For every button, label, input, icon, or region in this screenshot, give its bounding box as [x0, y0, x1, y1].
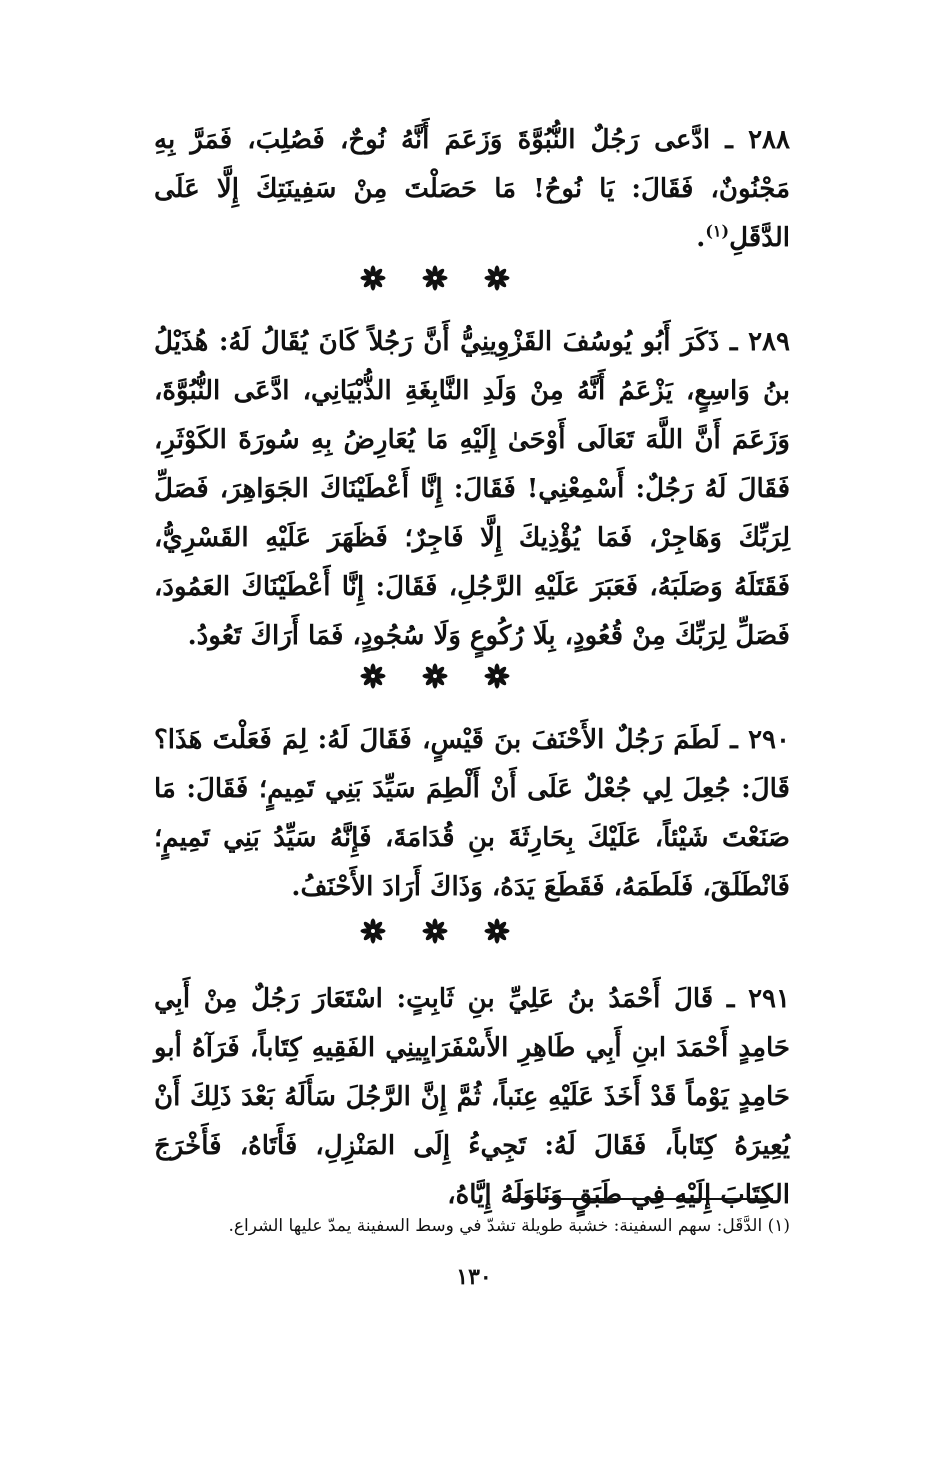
- entry-text: ذَكَرَ أَبُو يُوسُفَ القَزْوِينِيُّ أَنَّ رَجُلاً كَانَ يُقَالُ لَهُ: هُذَيْلُ بنُ وَاسِعٍ، يَزْعَمُ أَنَّهُ مِنْ وَلَدِ النَّابِغَةِ الذُّبْيَانِي، ادَّعَى النُّبُوَّةَ، وَزَعَمَ أَنَّ اللَّهَ تَعَالَى أَوْحَىٰ إِلَيْهِ مَا يُعَارِضُ بِهِ سُورَةَ الكَوْثَرِ، فَقَالَ لَهُ رَجُلٌ: أَسْمِعْنِي! فَقَالَ: إِنَّا أَعْطَيْنَاكَ الجَوَاهِرَ، فَصَلِّ لِرَبِّكَ وَهَاجِرْ، فَمَا يُؤْذِيكَ إِلَّا فَاجِرٌ؛ فَظَهَرَ عَلَيْهِ القَسْرِيُّ، فَقَتَلَهُ وَصَلَبَهُ، فَعَبَرَ عَلَيْهِ الرَّجُلِ، فَقَالَ: إِنَّا أَعْطَيْنَاكَ العَمُودَ، فَصَلِّ لِرَبِّكَ مِنْ قُعُودٍ، بِلَا رُكُوعٍ وَلَا سُجُودٍ، فَمَا أَرَاكَ تَعُودُ.: [154, 327, 790, 651]
- entry-separator: ـ: [713, 984, 749, 1014]
- entry-text: قَالَ أَحْمَدُ بنُ عَلِيِّ بنِ ثَابِتٍ: اسْتَعَارَ رَجُلٌ مِنْ أَبِي حَامِدٍ أَحْمَدَ ابنِ أَبِي طَاهِرِ الأَسْفَرَايِينِي الفَقِيهِ كِتَاباً، فَرَآهُ أبو حَامِدٍ يَوْماً قَدْ أَخَذَ عَلَيْهِ عِنَباً، ثُمَّ إِنَّ الرَّجُلَ سَأَلَهُ بَعْدَ ذَلِكَ أَنْ يُعِيرَهُ كِتَاباً، فَقَالَ لَهُ: تَجِيءُ إِلَى المَنْزِلِ، فَأَتَاهُ، فَأَخْرَجَ الكِتَابَ إِلَيْهِ فِي طَبَقٍ وَنَاوَلَهُ إِيَّاهُ،: [154, 984, 790, 1210]
- flower-asterisk-icon: [360, 918, 386, 944]
- entry-number: ٢٩١: [748, 984, 790, 1014]
- footnote: [150, 1212, 790, 1240]
- section-divider: [360, 663, 510, 689]
- entry-number: ٢٨٨: [748, 125, 790, 155]
- entry-paragraph: [154, 975, 790, 1220]
- flower-asterisk-icon: [484, 918, 510, 944]
- entry-paragraph: [154, 116, 790, 263]
- flower-asterisk-icon: [422, 663, 448, 689]
- entry-290: [154, 716, 790, 912]
- entry-text: لَطَمَ رَجُلٌ الأَحْنَفَ بنَ قَيْسٍ، فَقَالَ لَهُ: لِمَ فَعَلْتَ هَذَا؟ قَالَ: جُعِلَ لِي جُعْلٌ عَلَى أَنْ أَلْطِمَ سَيِّدَ بَنِي تَمِيمٍ؛ فَقَالَ: مَا صَنَعْتَ شَيْئاً، عَلَيْكَ بِحَارِثَةَ بنِ قُدَامَةَ، فَإِنَّهُ سَيِّدُ بَنِي تَمِيمٍ؛ فَانْطَلَقَ، فَلَطَمَهُ، فَقَطَعَ يَدَهُ، وَذَاكَ أَرَادَ الأَحْنَفُ.: [154, 725, 790, 902]
- entry-291: [154, 975, 790, 1220]
- section-divider: [360, 918, 510, 944]
- entry-separator: ـ: [710, 125, 749, 155]
- entry-number: ٢٩٠: [748, 725, 790, 755]
- entry-paragraph: [154, 318, 790, 661]
- footnote-reference[interactable]: (١): [705, 221, 730, 241]
- flower-asterisk-icon: [422, 918, 448, 944]
- footnote-rule: [511, 1198, 773, 1200]
- page-number: ١٣٠: [456, 1264, 492, 1290]
- footnote-mark: (١): [767, 1216, 790, 1236]
- entry-ending: .: [696, 223, 706, 253]
- flower-asterisk-icon: [360, 265, 386, 291]
- flower-asterisk-icon: [484, 265, 510, 291]
- entry-number: ٢٨٩: [748, 327, 790, 357]
- entry-separator: ـ: [719, 327, 749, 357]
- section-divider: [360, 265, 510, 291]
- flower-asterisk-icon: [484, 663, 510, 689]
- entry-289: [154, 318, 790, 661]
- entry-text: ادَّعى رَجُلٌ النُّبُوَّةَ وَزَعَمَ أَنَّهُ نُوحٌ، فَصُلِبَ، فَمَرَّ بِهِ مَجْنُونٌ، فَقَالَ: يَا نُوحُ! مَا حَصَلْتَ مِنْ سَفِينَتِكَ إِلَّا عَلَى الدَّقَلِ: [154, 125, 790, 253]
- entry-paragraph: [154, 716, 790, 912]
- flower-asterisk-icon: [422, 265, 448, 291]
- flower-asterisk-icon: [360, 663, 386, 689]
- entry-288: [154, 116, 790, 263]
- entry-separator: ـ: [719, 725, 749, 755]
- footnote-text: الدَّقَل: سهم السفينة: خشبة طويلة تشدّ في وسط السفينة يمدّ عليها الشراع.: [228, 1216, 763, 1236]
